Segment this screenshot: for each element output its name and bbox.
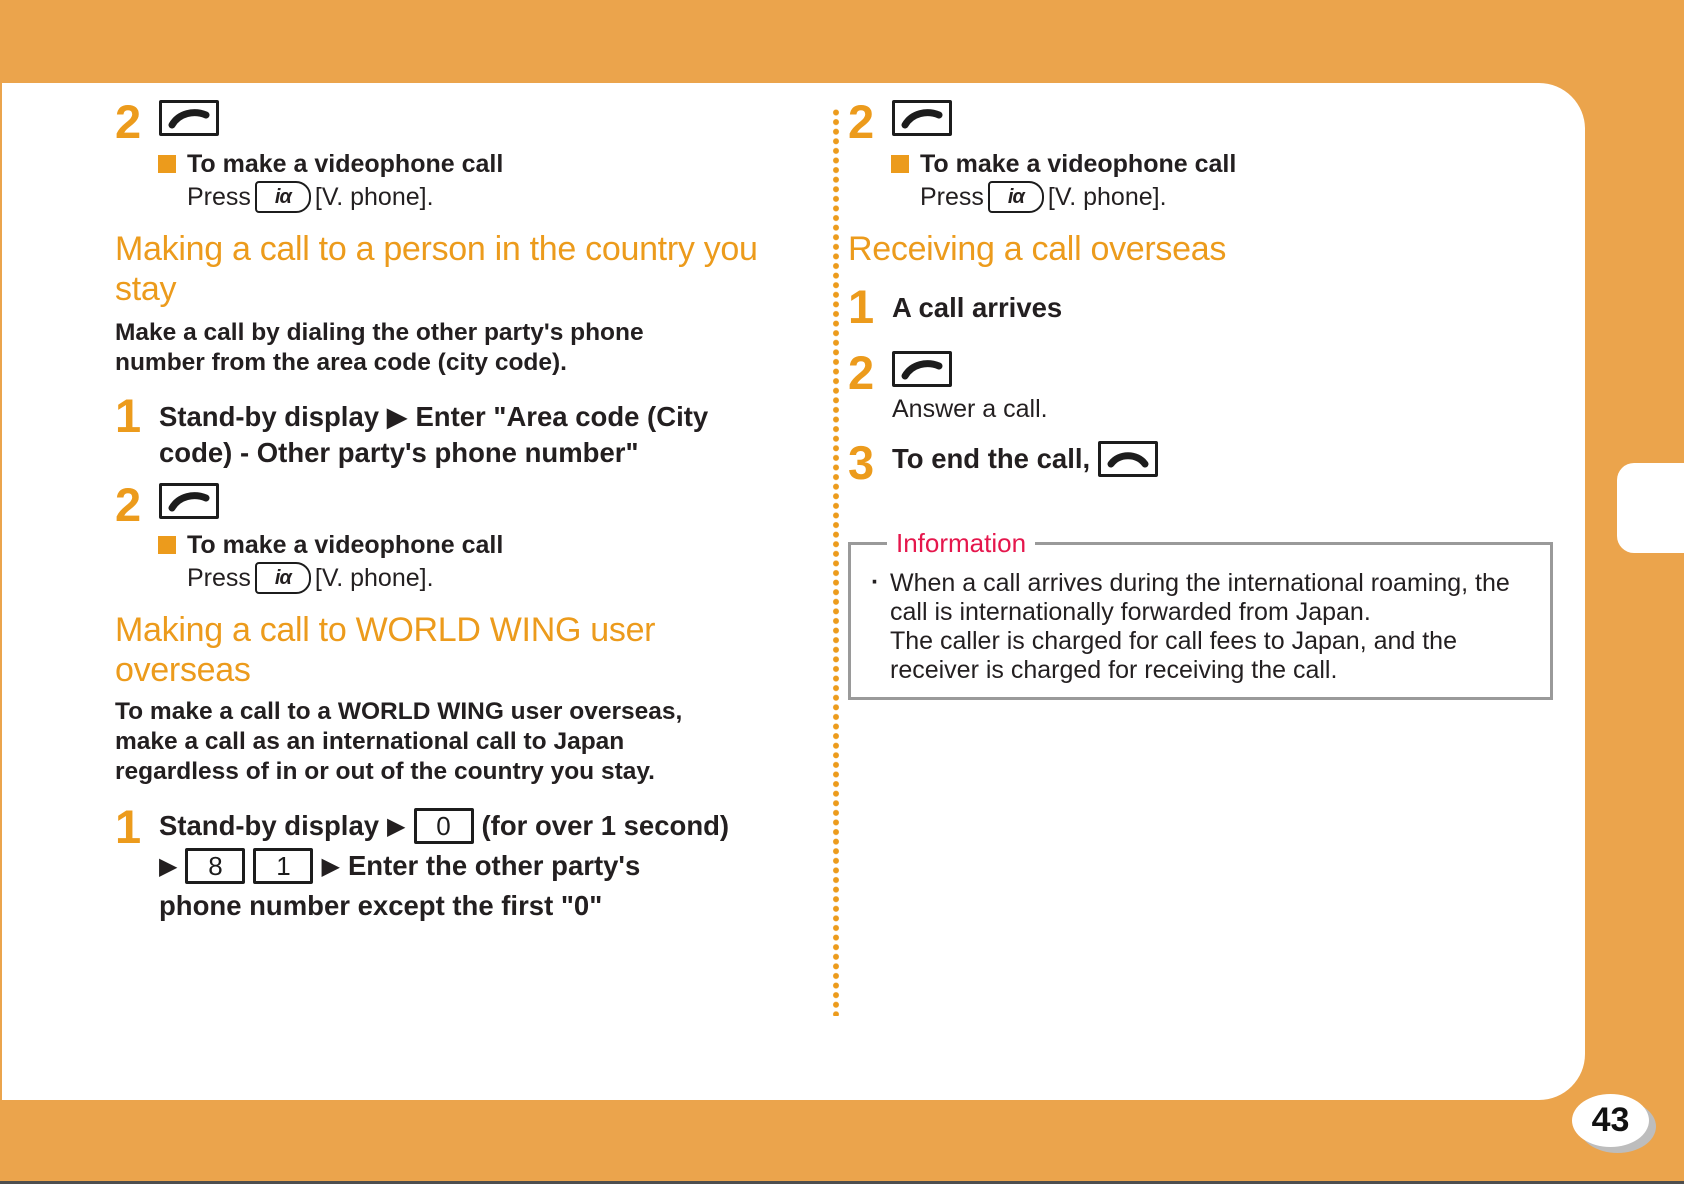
section-heading-world-wing: Making a call to WORLD WING user overseas: [115, 611, 656, 689]
paragraph-person: Make a call by dialing the other party's phone number from the area code (city code).: [115, 319, 644, 376]
videophone-note: [158, 531, 767, 594]
step-text-area-code: Stand-by display ▶ Enter "Area code (City code) - Other party's phone number": [159, 401, 709, 468]
i-mode-key: iα: [255, 562, 311, 594]
step-number: 1: [848, 280, 873, 333]
section-heading-receiving: Receiving a call overseas: [848, 230, 1227, 268]
press-label: Press: [187, 183, 251, 211]
handset-up-icon: [166, 489, 212, 513]
page-number-badge: [1572, 1094, 1649, 1147]
press-label: Press: [920, 183, 984, 211]
vphone-suffix: [V. phone].: [314, 564, 434, 592]
step-row: [848, 95, 1564, 148]
step-number: 2: [848, 95, 873, 148]
videophone-title: To make a videophone call: [187, 150, 504, 178]
vphone-suffix: [V. phone].: [314, 183, 434, 211]
handset-up-icon: [166, 106, 212, 130]
handset-down-icon: [1105, 449, 1151, 469]
orange-square-bullet-icon: [891, 155, 909, 173]
call-start-key: [159, 100, 219, 136]
digit-key-0: 0: [414, 808, 474, 844]
i-mode-key: iα: [255, 181, 311, 213]
press-label: Press: [187, 564, 251, 592]
step-row: [115, 389, 767, 471]
arrow-icon: ▶: [159, 852, 178, 880]
step-number: 1: [115, 389, 140, 442]
videophone-title: To make a videophone call: [187, 531, 504, 559]
call-start-key: [892, 351, 952, 387]
step-caption-answer: Answer a call.: [892, 395, 1048, 423]
vphone-suffix: [V. phone].: [1047, 183, 1167, 211]
information-text-line: The caller is charged for call fees to Japan, and the receiver is charged for receiving the call.: [890, 627, 1457, 684]
i-mode-key: iα: [988, 181, 1044, 213]
information-label: Information: [887, 529, 1035, 557]
step-number: 2: [115, 478, 140, 531]
digit-key-1: 1: [253, 848, 313, 884]
information-box: [848, 528, 1553, 700]
videophone-title: To make a videophone call: [920, 150, 1237, 178]
step-row: [115, 478, 767, 531]
step-number: 2: [115, 95, 140, 148]
arrow-icon: ▶: [387, 812, 406, 840]
step-text-end-call: To end the call,: [892, 443, 1091, 474]
arrow-icon: ▶: [321, 852, 340, 880]
call-end-key: [1098, 441, 1158, 477]
paragraph-world-wing: To make a call to a WORLD WING user overseas, make a call as an international call to Japan regardless of in or out of the country you stay.: [115, 698, 683, 785]
digit-key-8: 8: [185, 848, 245, 884]
section-heading-person: Making a call to a person in the country you stay: [115, 230, 758, 308]
step-text-segment: (for over 1 second): [481, 810, 730, 841]
step-number: 2: [848, 346, 873, 399]
orange-square-bullet-icon: [158, 536, 176, 554]
call-start-key: [159, 483, 219, 519]
orange-square-bullet-icon: [158, 155, 176, 173]
call-start-key: [892, 100, 952, 136]
information-text-line: · When a call arrives during the international roaming, the call is internationally forwarded from Japan.: [871, 568, 1510, 626]
page-number: 43: [1591, 1101, 1630, 1139]
dot-bullet-icon: ·: [871, 568, 880, 596]
step-text-segment: Enter the other party's: [347, 850, 641, 881]
step-row: [115, 95, 767, 148]
step-row: [848, 436, 1564, 489]
step-text-call-arrives: A call arrives: [892, 292, 1063, 323]
handset-up-icon: [899, 357, 945, 381]
chapter-side-tab: [1617, 463, 1684, 553]
dotted-divider: [832, 108, 840, 1016]
step-number: 1: [115, 800, 140, 853]
videophone-note: [891, 150, 1564, 213]
step-text-segment: Stand-by display: [159, 810, 380, 841]
column-right: [848, 83, 1564, 700]
column-left: [115, 83, 767, 924]
step-row: [848, 346, 1564, 423]
step-row: [115, 800, 767, 924]
step-number: 3: [848, 436, 873, 489]
videophone-note: [158, 150, 767, 213]
step-text-segment: phone number except the first "0": [159, 890, 603, 921]
step-row: [848, 280, 1564, 333]
handset-up-icon: [899, 106, 945, 130]
